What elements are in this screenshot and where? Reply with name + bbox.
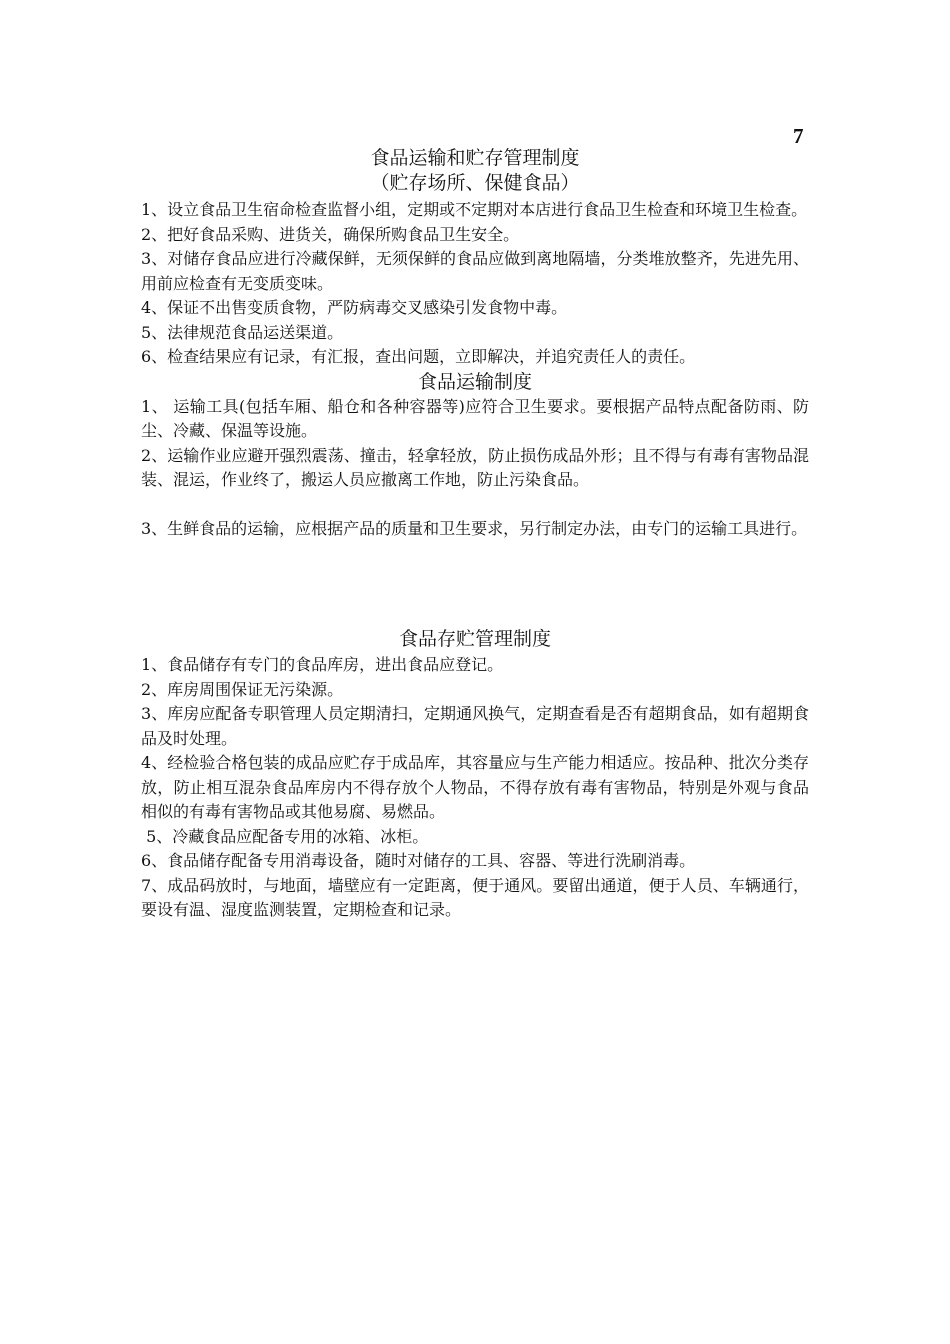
list-item: 4、经检验合格包装的成品应贮存于成品库，其容量应与生产能力相适应。按品种、批次分类存放，防止相互混杂食品库房内不得存放个人物品，不得存放有毒有害物品，特别是外观与食品相似的有毒有害物品或其他易腐、易燃品。 — [141, 753, 809, 821]
document-body — [141, 146, 809, 923]
section-subtitle: （贮存场所、保健食品） — [370, 172, 580, 194]
spacer — [141, 493, 809, 517]
list-item: 5、冷藏食品应配备专用的冰箱、冰柜。 — [141, 826, 429, 846]
list-item: 1、 运输工具(包括车厢、船仓和各种容器等)应符合卫生要求。要根据产品特点配备防雨、防尘、冷藏、保温等设施。 — [141, 396, 809, 440]
list-item: 2、库房周围保证无污染源。 — [141, 679, 344, 699]
page-number: 7 — [793, 124, 804, 148]
list-item: 3、生鲜食品的运输，应根据产品的质量和卫生要求，另行制定办法，由专门的运输工具进行。 — [141, 518, 808, 538]
section-title: 食品运输和贮存管理制度 — [370, 147, 580, 169]
list-item: 4、保证不出售变质食物，严防病毒交叉感染引发食物中毒。 — [141, 298, 568, 317]
section-storage-transport — [141, 146, 809, 370]
section-storage — [141, 627, 809, 923]
list-item: 2、运输作业应避开强烈震荡、撞击，轻拿轻放，防止损伤成品外形；且不得与有毒有害物品混装、混运，作业终了，搬运人员应撤离工作地，防止污染食品。 — [141, 445, 809, 489]
list-item: 3、对储存食品应进行冷藏保鲜，无须保鲜的食品应做到离地隔墙，分类堆放整齐，先进先用、用前应检查有无变质变味。 — [141, 249, 809, 293]
section-title: 食品运输制度 — [417, 370, 532, 393]
list-item: 3、库房应配备专职管理人员定期清扫，定期通风换气，定期查看是否有超期食品，如有超期食品及时处理。 — [141, 704, 809, 748]
list-item: 6、检查结果应有记录，有汇报，查出问题，立即解决，并追究责任人的责任。 — [141, 347, 696, 366]
section-title: 食品存贮管理制度 — [398, 628, 551, 650]
spacer — [141, 541, 809, 627]
list-item: 6、食品储存配备专用消毒设备，随时对储存的工具、容器、等进行洗刷消毒。 — [141, 851, 696, 870]
list-item: 1、设立食品卫生宿命检查监督小组，定期或不定期对本店进行食品卫生检查和环境卫生检查。 — [141, 200, 808, 219]
list-item: 7、成品码放时，与地面，墙壁应有一定距离，便于通风。要留出通道，便于人员、车辆通行，要设有温、湿度监测装置，定期检查和记录。 — [141, 875, 809, 919]
list-item: 1、食品储存有专门的食品库房，进出食品应登记。 — [141, 655, 504, 674]
section-transport — [141, 370, 809, 542]
list-item: 5、法律规范食品运送渠道。 — [141, 322, 344, 342]
list-item: 2、把好食品采购、进货关，确保所购食品卫生安全。 — [141, 224, 520, 244]
